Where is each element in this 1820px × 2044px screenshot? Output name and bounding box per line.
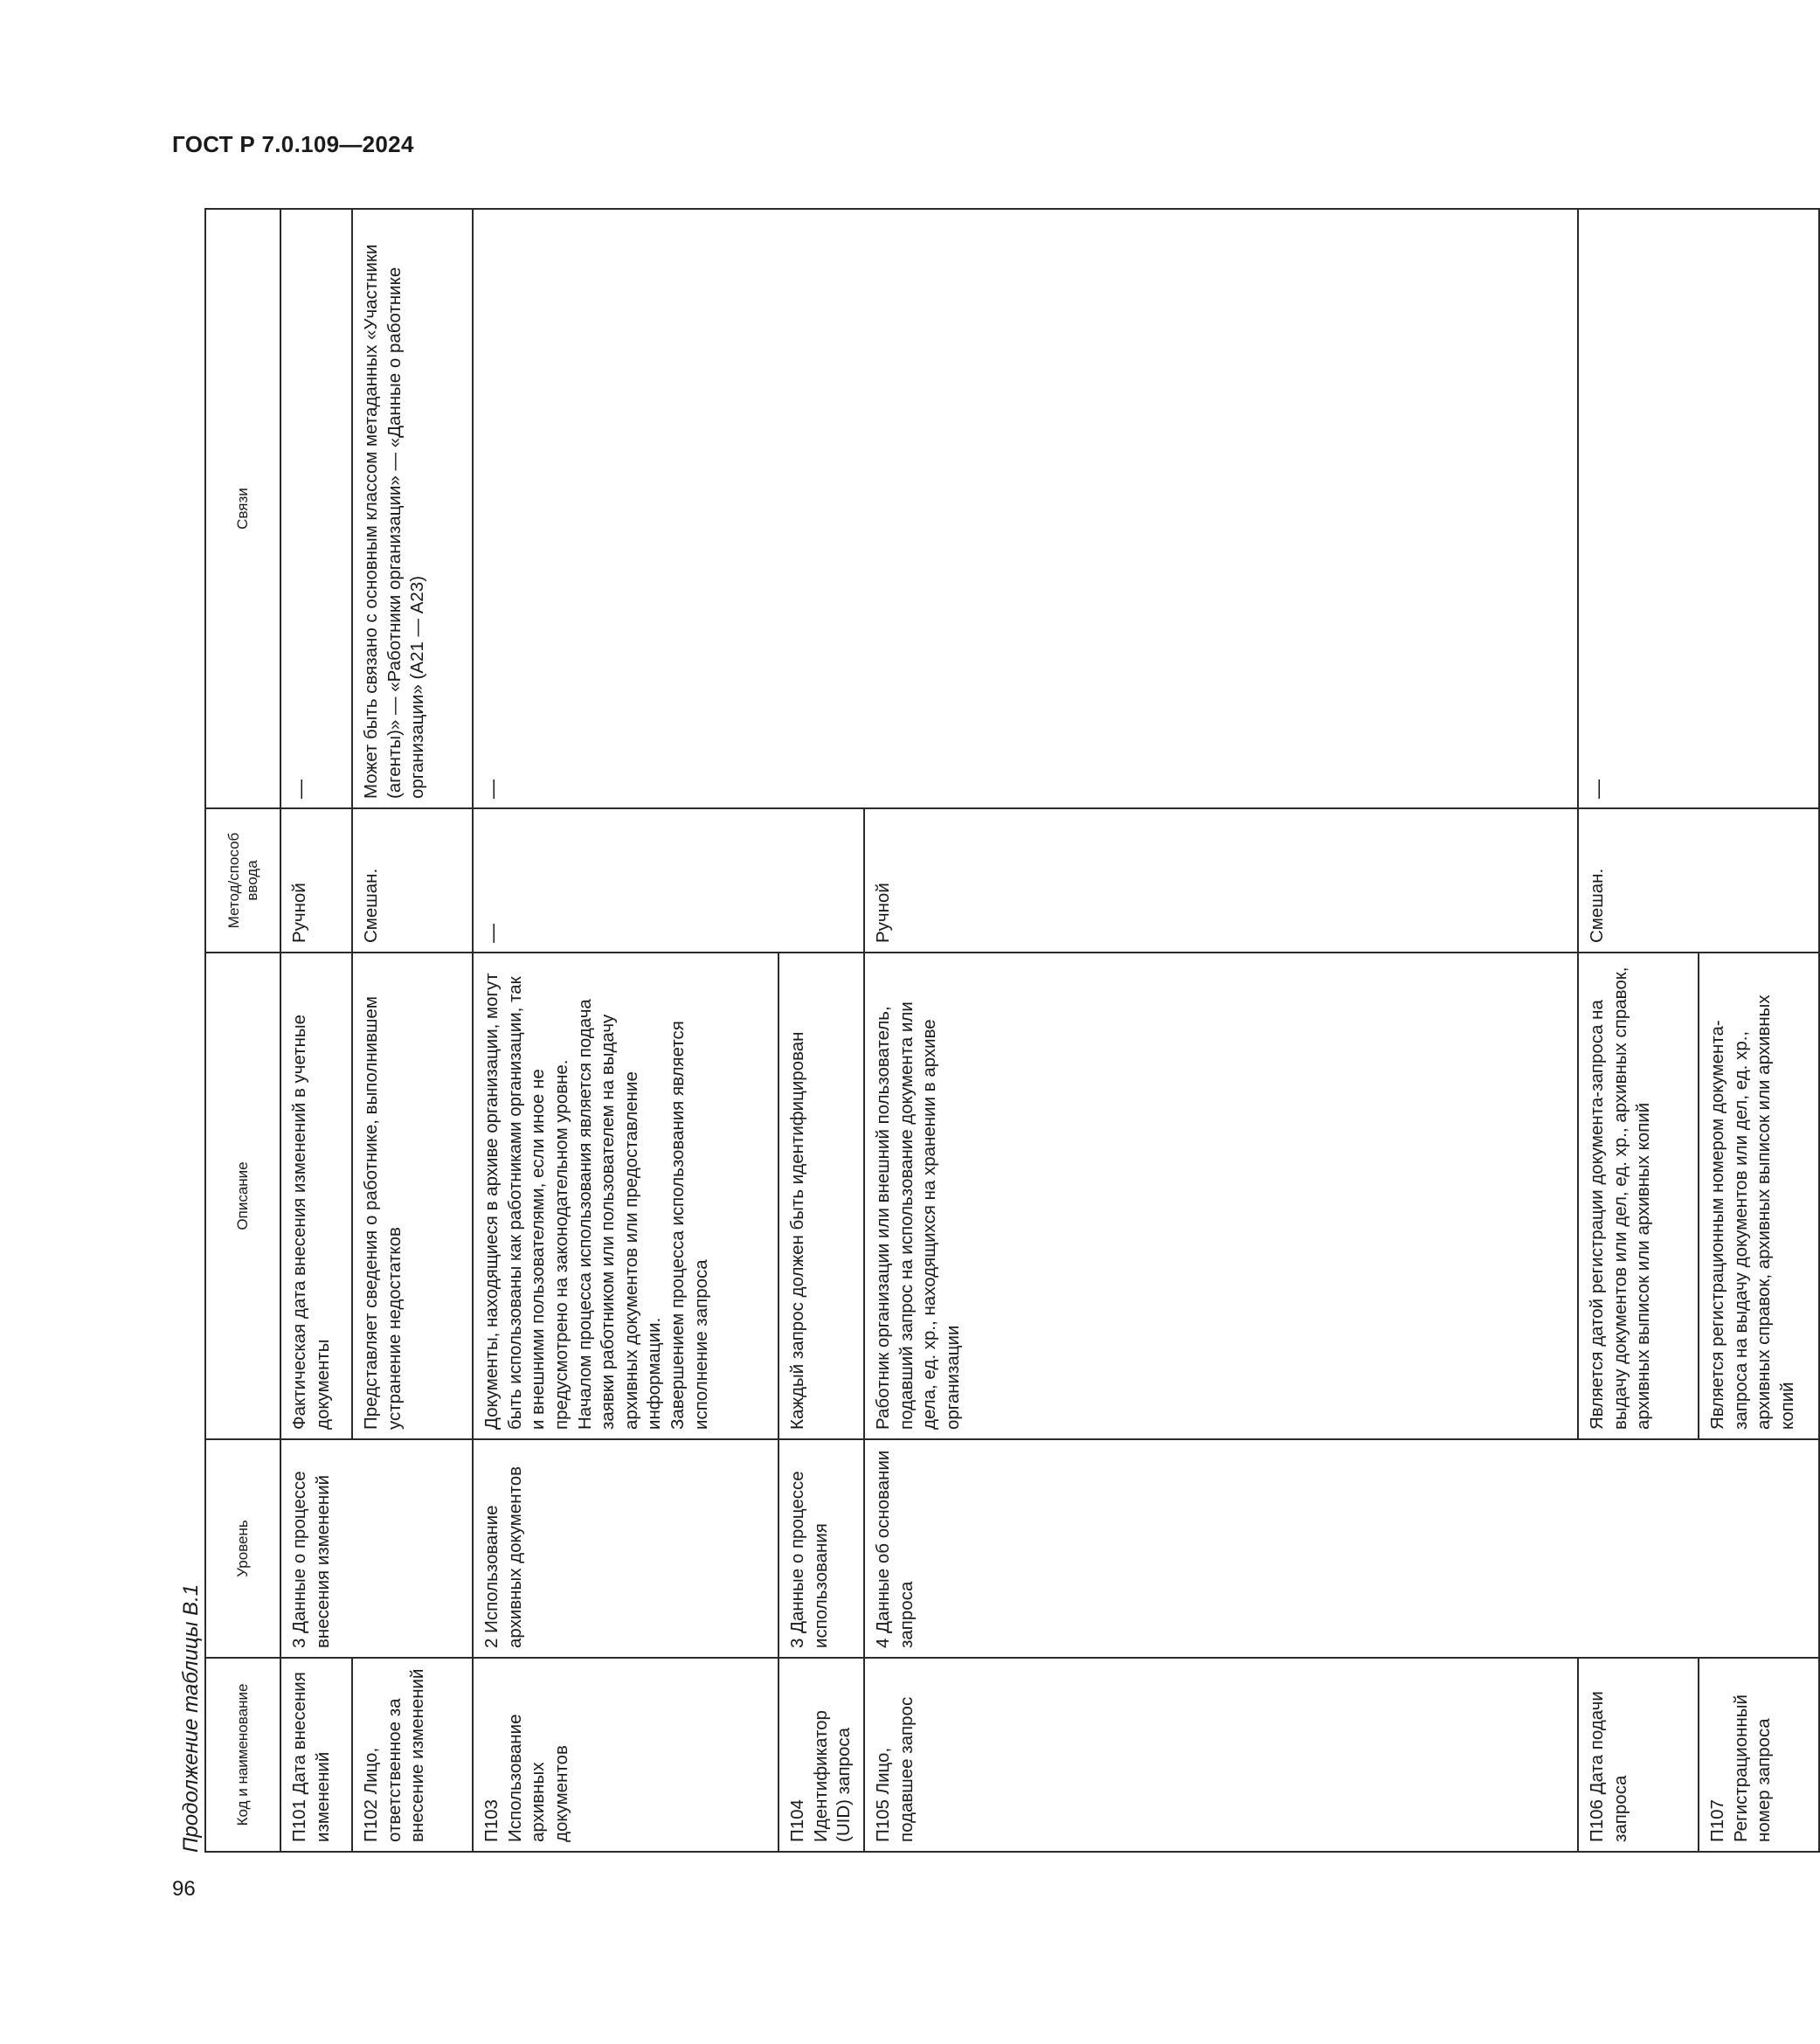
table-row-p103 <box>473 209 779 1852</box>
cell-description: Фактическая дата внесения изменений в учетные документы <box>280 953 352 1439</box>
cell-level: 4 Данные об основании запроса <box>864 1439 1819 1658</box>
cell-level: 3 Данные о процессе внесения изменений <box>280 1439 473 1658</box>
cell-code: П107 Регистрационный номер запроса <box>1699 1658 1819 1852</box>
cell-links: — <box>280 209 352 808</box>
cell-description: Представляет сведения о работнике, выполнившем устранение недостатков <box>352 953 473 1439</box>
cell-level: 3 Данные о процессе использования <box>779 1439 864 1658</box>
description-paragraph: Началом процесса использования является подача заявки работником или пользователем на выдачу архивных документов или предоставление информации. <box>574 999 665 1430</box>
cell-description: Работник организации или внешний пользователь, подавший запрос на использование документа или дела, ед. хр., находящихся на хранении в архиве организации <box>864 953 1578 1439</box>
table-box <box>204 210 1798 1853</box>
cell-description: Является регистрационным номером документа-запроса на выдачу документов или дел, ед. хр., архивных справок, архивных выписок или архивных копий <box>1699 953 1819 1439</box>
col-header-method: Метод/способ ввода <box>205 808 280 953</box>
cell-method: Ручной <box>280 808 352 953</box>
cell-method: Смешан. <box>1578 808 1819 953</box>
cell-description: Каждый запрос должен быть идентифицирован <box>779 953 864 1439</box>
cell-links: — <box>473 209 1578 808</box>
cell-code: П105 Лицо, подавшее запрос <box>864 1658 1578 1852</box>
cell-code: П106 Дата подачи запроса <box>1578 1658 1699 1852</box>
table-caption: Продолжение таблицы В.1 <box>179 1583 203 1853</box>
cell-code: П103 Использование архивных документов <box>473 1658 779 1852</box>
cell-method: Ручной <box>864 808 1578 953</box>
col-header-code: Код и наименование <box>205 1658 280 1852</box>
col-header-links: Связи <box>205 209 280 808</box>
cell-description <box>473 953 779 1439</box>
cell-code: П101 Дата внесения изменений <box>280 1658 352 1852</box>
col-header-description: Описание <box>205 953 280 1439</box>
page-number: 96 <box>172 1877 196 1901</box>
col-header-level: Уровень <box>205 1439 280 1658</box>
caption-container <box>179 1583 203 1854</box>
table-header-row <box>205 209 280 1852</box>
cell-method: — <box>473 808 864 953</box>
table-row-p101 <box>280 209 352 1852</box>
document-header: ГОСТ Р 7.0.109—2024 <box>172 131 414 157</box>
description-paragraph: Документы, находящиеся в архиве организации, могут быть использованы как работниками организации, так и внешними пользователями, если иное не предусмотрено на законодательном уровне. <box>481 973 571 1430</box>
cell-links: — <box>1578 209 1819 808</box>
cell-code: П104 Идентификатор (UID) запроса <box>779 1658 864 1852</box>
metadata-table <box>204 208 1820 1853</box>
cell-links: Может быть связано с основным классом метаданных «Участники (агенты)» — «Работники организации» — «Данные о работнике организации» (А21 — А23) <box>352 209 473 808</box>
cell-code: П102 Лицо, ответственное за внесение изменений <box>352 1658 473 1852</box>
cell-level: 2 Использование архивных документов <box>473 1439 779 1658</box>
description-paragraph: Завершением процесса использования является исполнение запроса <box>668 1021 711 1430</box>
cell-method: Смешан. <box>352 808 473 953</box>
cell-description: Является датой регистрации документа-запроса на выдачу документов или дел, ед. хр., архивных справок, архивных выписок или архивных копий <box>1578 953 1699 1439</box>
